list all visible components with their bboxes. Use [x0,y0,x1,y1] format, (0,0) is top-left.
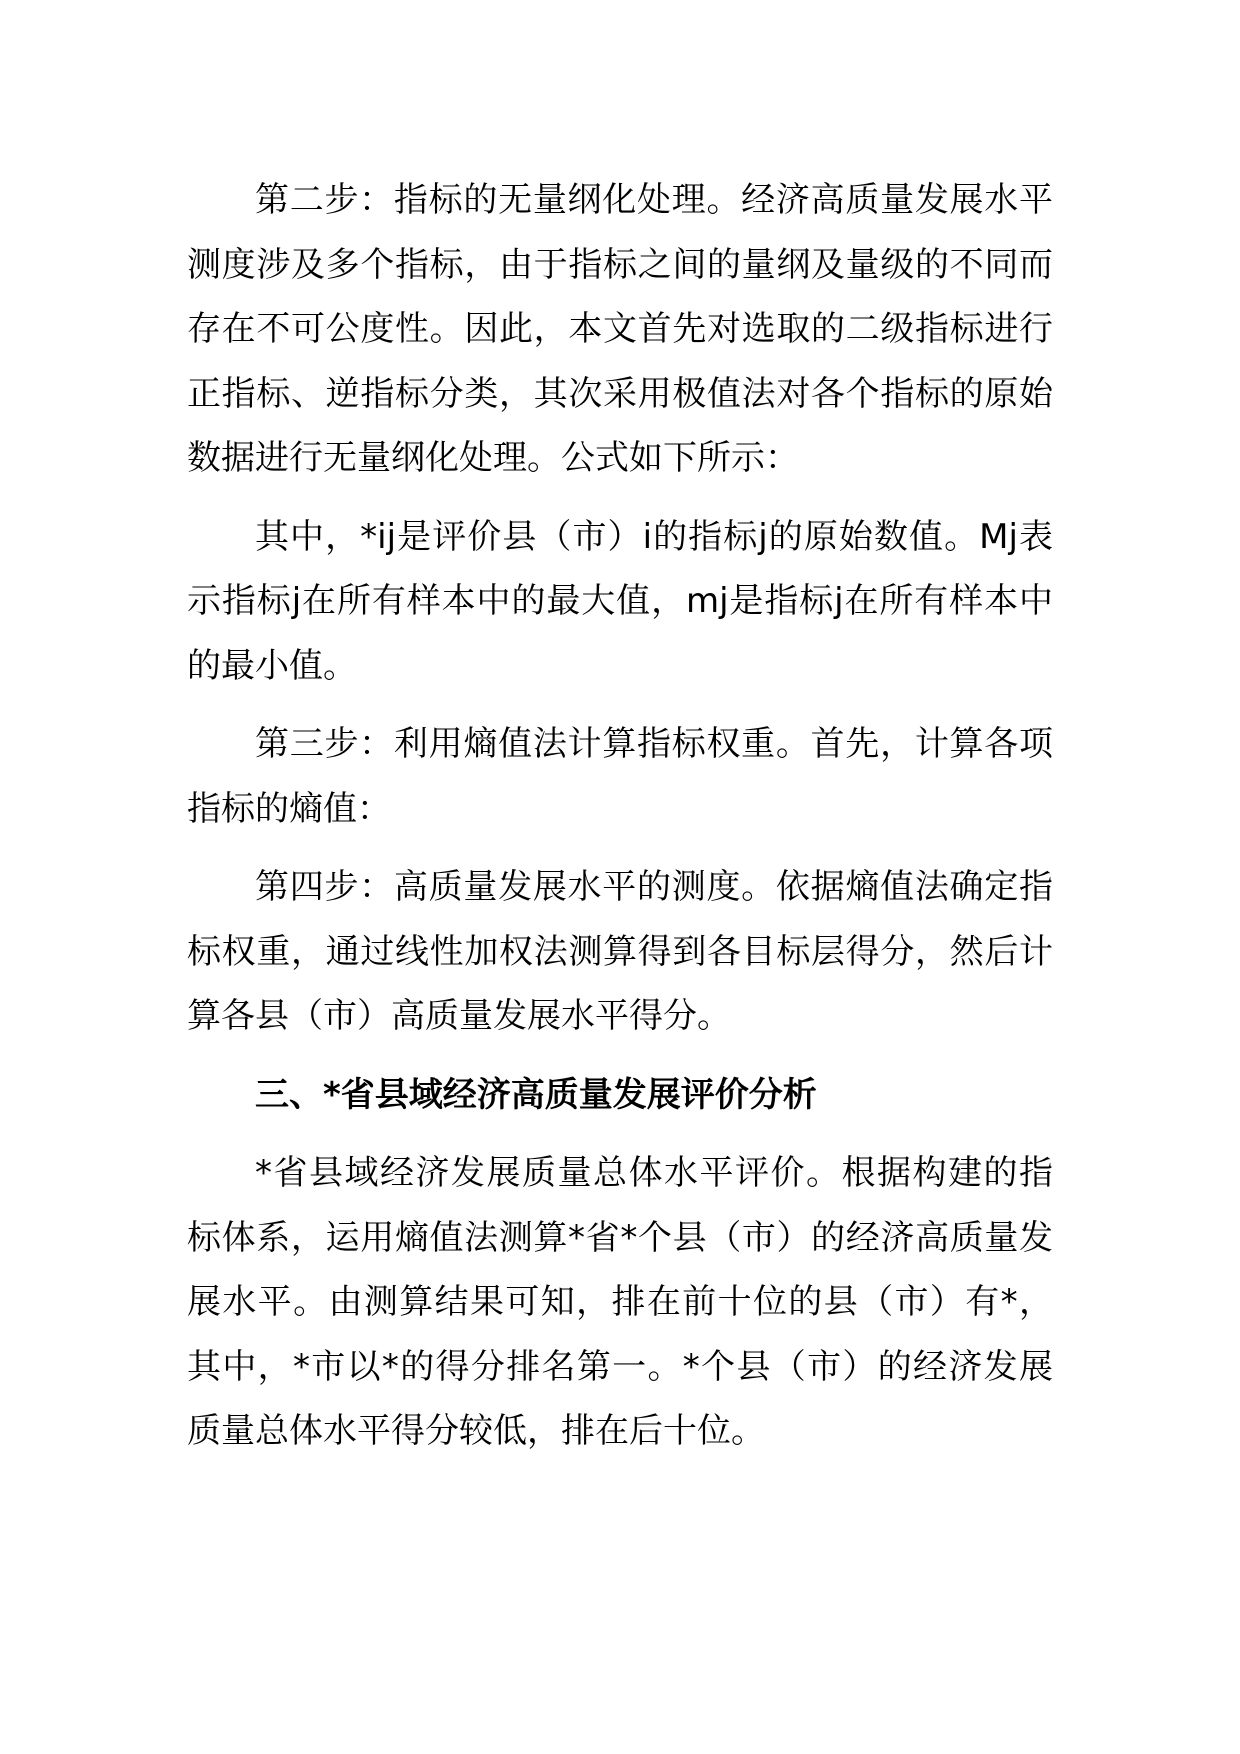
paragraph-formula-explanation: 其中，*ij是评价县（市）i的指标j的原始数值。Mj表示指标j在所有样本中的最大值，mj是指标j在所有样本中的最小值。 [187,516,1053,686]
paragraph-section-three-body: *省县域经济发展质量总体水平评价。根据构建的指标体系，运用熵值法测算*省*个县（市）的经济高质量发展水平。由测算结果可知，排在前十位的县（市）有*，其中，*市以*的得分排名第一。*个县（市）的经济发展质量总体水平得分较低，排在后十位。 [187,1153,1053,1451]
document-page [187,168,1053,1464]
paragraph-step-four: 第四步：高质量发展水平的测度。依据熵值法确定指标权重，通过线性加权法测算得到各目标层得分，然后计算各县（市）高质量发展水平得分。 [187,867,1053,1036]
paragraph-step-three: 第三步：利用熵值法计算指标权重。首先，计算各项指标的熵值： [187,724,1053,829]
paragraph-step-two: 第二步：指标的无量纲化处理。经济高质量发展水平测度涉及多个指标，由于指标之间的量纲及量级的不同而存在不可公度性。因此，本文首先对选取的二级指标进行正指标、逆指标分类，其次采用极值法对各个指标的原始数据进行无量纲化处理。公式如下所示： [187,180,1053,478]
section-heading-three: 三、*省县域经济高质量发展评价分析 [255,1074,817,1115]
